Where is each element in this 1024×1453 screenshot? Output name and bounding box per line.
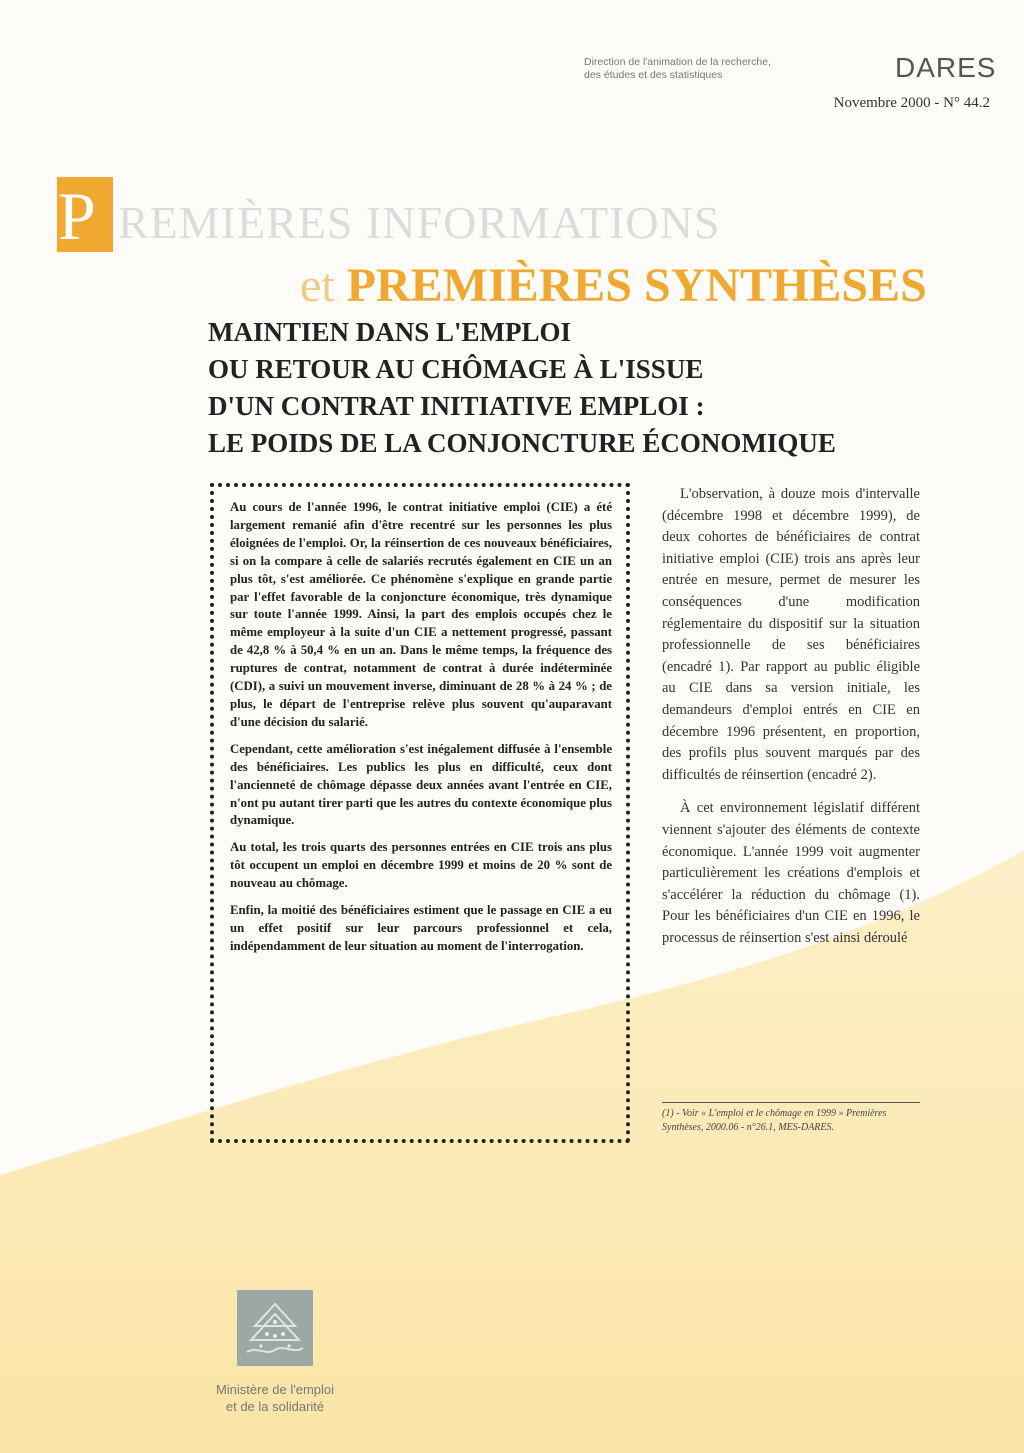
headline-line-2: OU RETOUR AU CHÔMAGE À L'ISSUE — [208, 354, 704, 384]
summary-paragraph-4: Enfin, la moitié des bénéficiaires estiment que le passage en CIE a eu un effet positif sur leur parcours professionnel et cela, indépendamment de leur situation au moment de l'interrogation. — [230, 903, 612, 953]
direction-line-1: Direction de l'animation de la recherche, — [584, 56, 772, 68]
direction-line-2: des études et des statistiques — [584, 69, 723, 81]
ministry-name — [180, 1381, 370, 1415]
direction-text — [584, 56, 834, 82]
series-title-et: et — [300, 259, 335, 312]
ministry-line-2: et de la solidarité — [225, 1399, 325, 1414]
ministry-line-1: Ministère de l'emploi — [215, 1382, 335, 1397]
issue-date: Novembre 2000 - N° 44.2 — [833, 95, 990, 111]
summary-paragraph-3: Au total, les trois quarts des personnes entrées en CIE trois ans plus tôt occupent un emploi en décembre 1999 et moins de 20 % sont de nouveau au chômage. — [230, 840, 612, 891]
ministry-logo — [237, 1290, 313, 1366]
ministry-emblem-icon — [237, 1290, 313, 1366]
summary-paragraph-2: Cependant, cette amélioration s'est inégalement diffusée à l'ensemble des bénéficiaires. Les publics les plus en difficulté, ceux dont l'ancienneté de chômage dépasse deux années avant l'entrée en CIE, n'ont pu autant tirer parti que les autres du contexte économique plus dynamique. — [230, 741, 612, 828]
headline-line-1: MAINTIEN DANS L'EMPLOI — [208, 317, 572, 347]
headline-line-4: LE POIDS DE LA CONJONCTURE ÉCONOMIQUE — [208, 428, 836, 458]
body-paragraph-1: L'observation, à douze mois d'intervalle (décembre 1998 et décembre 1999), de deux cohortes de bénéficiaires de contrat initiative emploi (CIE) trois ans après leur entrée en mesure, permet de mesurer les conséquences d'une modification réglementaire du dispositif sur la situation professionnelle de ses bénéficiaires (encadré 1). Par rapport au public éligible au CIE dans sa version initiale, les demandeurs d'emploi entrés en CIE en décembre 1996 présentent, en proportion, des profils plus souvent marqués par des difficultés de réinsertion (encadré 2). — [662, 486, 920, 783]
summary-box — [210, 483, 630, 1143]
body-column — [662, 484, 920, 961]
series-title-line-1: REMIÈRES INFORMATIONS — [118, 197, 721, 248]
series-title-line-2 — [300, 258, 927, 313]
article-headline — [208, 314, 836, 462]
series-initial-letter: P — [58, 178, 96, 254]
org-logo-text: DARES — [895, 52, 997, 83]
body-paragraph-2: À cet environnement législatif différent viennent s'ajouter des éléments de contexte économique. L'année 1999 voit augmenter particulièrement les créations d'emplois et s'accélérer la réduction du chômage (1). Pour les bénéficiaires d'un CIE en 1996, le processus de réinsertion s'est ainsi déroulé — [662, 800, 920, 946]
headline-line-3: D'UN CONTRAT INITIATIVE EMPLOI : — [208, 391, 705, 421]
series-title-main: PREMIÈRES SYNTHÈSES — [346, 259, 927, 312]
summary-paragraph-1: Au cours de l'année 1996, le contrat initiative emploi (CIE) a été largement remanié afin d'être recentré sur les personnes les plus éloignées de l'emploi. Or, la réinsertion de ces nouveaux bénéficiaires, si on la compare à celle de salariés recrutés également en CIE un an plus tôt, s'est améliorée. Ce phénomène s'explique en grande partie par l'effet favorable de la conjoncture économique, très dynamique sur toute l'année 1999. Ainsi, la part des emplois occupés chez le même employeur à la suite d'un CIE a nettement progressé, passant de 42,8 % à 50,4 % en un an. Dans le même temps, la fréquence des ruptures de contrat, notamment de contrat à durée indéterminée (CDI), a suivi un mouvement inverse, diminuant de 28 % à 24 % ; de plus, le départ de l'entreprise relève plus souvent qu'auparavant d'une décision du salarié. — [230, 500, 612, 729]
footnote: (1) - Voir « L'emploi et le chômage en 1999 » Premières Synthèses, 2000.06 - n°26.1, MES-DARES. — [662, 1102, 920, 1135]
